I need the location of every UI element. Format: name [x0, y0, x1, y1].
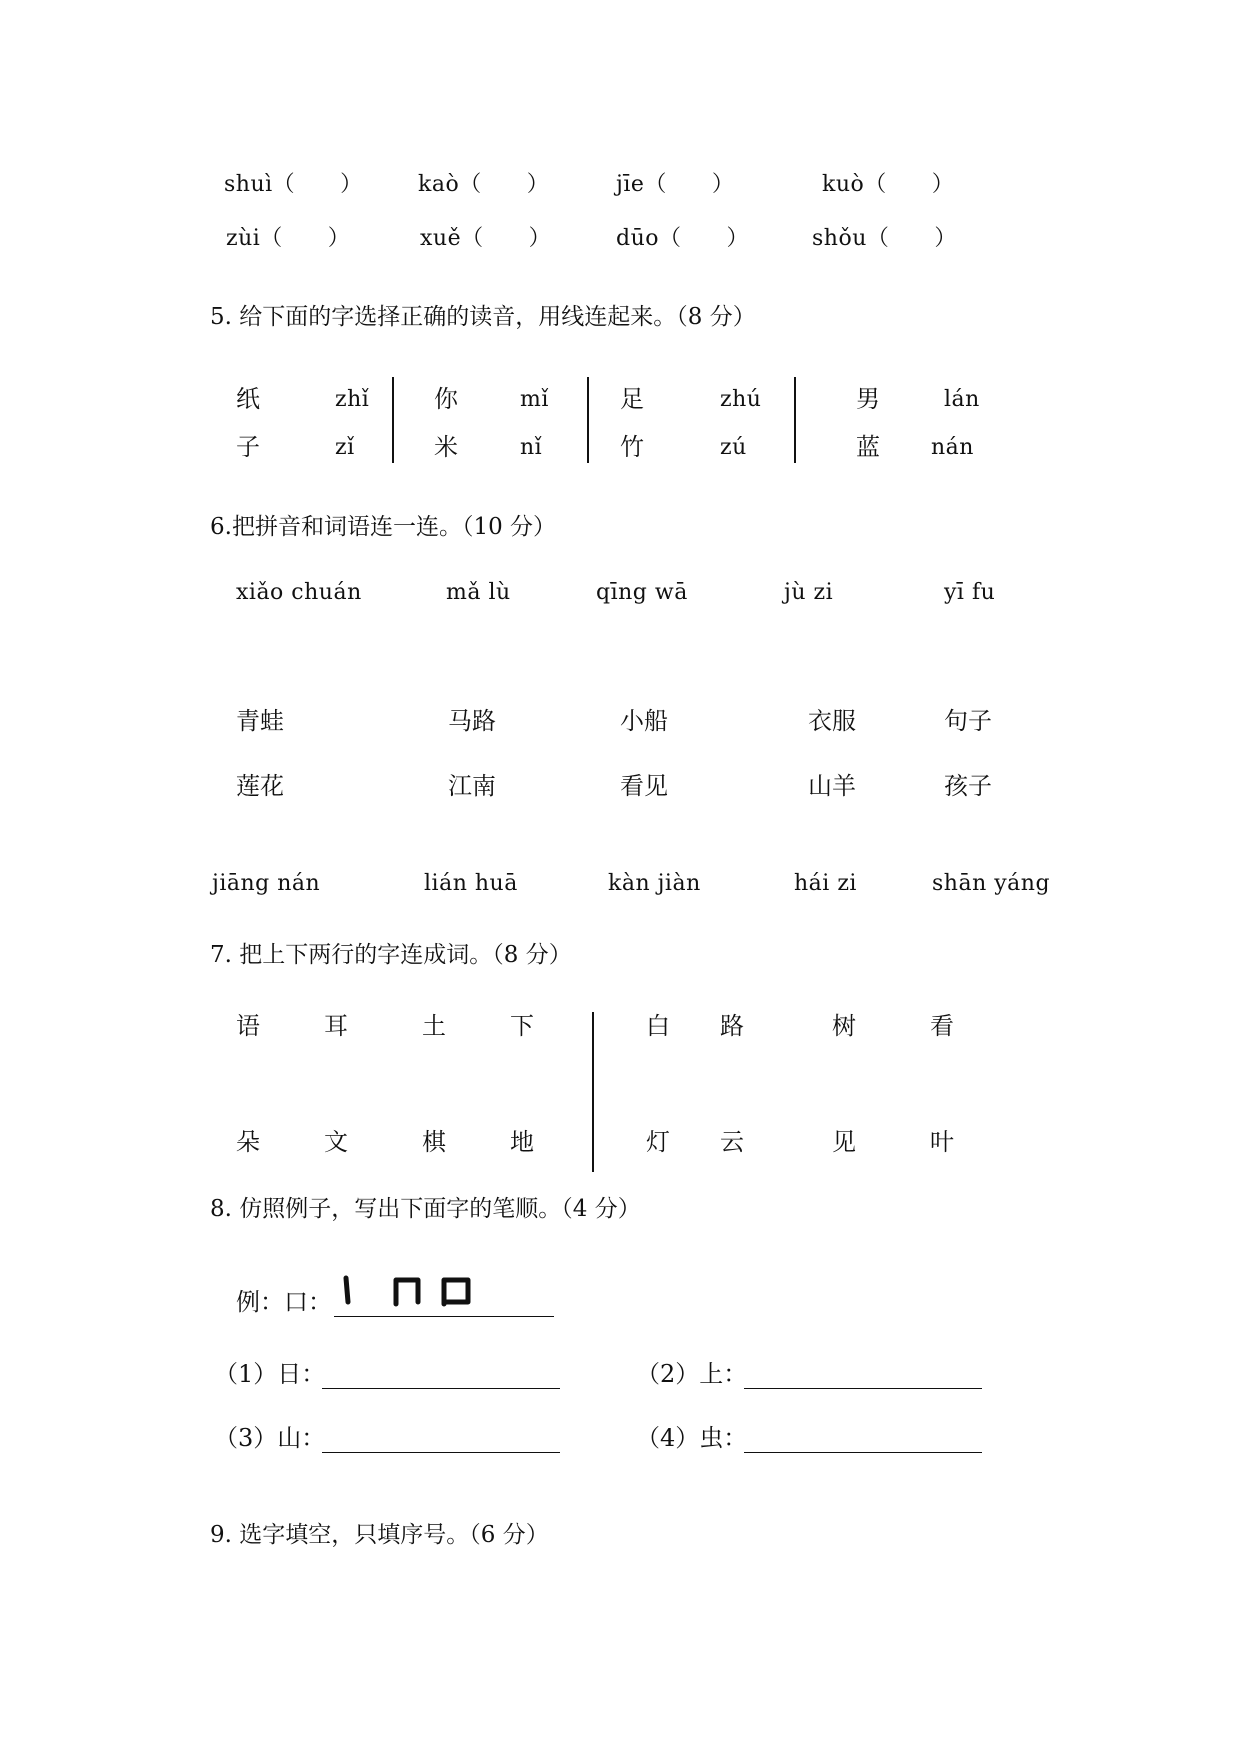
q8-item-label: （4）虫： — [636, 1424, 748, 1452]
q5-pinyin: mǐ — [520, 387, 549, 412]
q5-pinyin: zú — [720, 435, 747, 460]
q8-item-label: （1）日： — [214, 1360, 326, 1388]
q4-item: shuì（ ） — [224, 172, 363, 197]
q5-pinyin: zhǐ — [335, 387, 370, 412]
q4-item: kuò（ ） — [822, 172, 955, 197]
stroke-order-example-icon — [340, 1272, 480, 1308]
q6-title: 6.把拼音和词语连一连。（10 分） — [210, 514, 557, 540]
q5-pinyin: zǐ — [335, 435, 355, 460]
q6-word: 江南 — [448, 772, 496, 800]
q7-title: 7. 把上下两行的字连成词。（8 分） — [210, 942, 572, 968]
q7-char: 灯 — [646, 1128, 670, 1156]
q8-title: 8. 仿照例子，写出下面字的笔顺。（4 分） — [210, 1196, 641, 1222]
q9-title: 9. 选字填空，只填序号。（6 分） — [210, 1522, 549, 1548]
q5-char: 竹 — [620, 433, 644, 461]
q6-pinyin: mǎ lù — [446, 580, 511, 605]
q8-answer-line[interactable] — [322, 1452, 560, 1453]
q6-pinyin: lián huā — [424, 871, 518, 896]
q4-item: xuě（ ） — [420, 226, 552, 251]
q7-char: 文 — [324, 1128, 348, 1156]
q8-answer-line[interactable] — [744, 1388, 982, 1389]
q4-item: zùi（ ） — [226, 226, 351, 251]
q7-char: 朵 — [236, 1128, 260, 1156]
q6-pinyin: yī fu — [944, 580, 996, 605]
q6-pinyin: kàn jiàn — [608, 871, 701, 896]
q5-char: 纸 — [236, 385, 260, 413]
q8-example-label: 例：口： — [236, 1288, 332, 1316]
q5-divider — [794, 377, 796, 463]
q4-item: kaò（ ） — [418, 172, 550, 197]
q7-char: 语 — [236, 1012, 260, 1040]
q5-char: 足 — [620, 385, 644, 413]
q5-pinyin: zhú — [720, 387, 762, 412]
q6-pinyin: qīng wā — [596, 580, 688, 605]
q6-word: 马路 — [448, 707, 496, 735]
q6-word: 山羊 — [808, 772, 856, 800]
q6-word: 小船 — [620, 707, 668, 735]
q8-example-line — [334, 1316, 554, 1317]
q7-char: 地 — [510, 1128, 534, 1156]
q6-word: 衣服 — [808, 707, 856, 735]
q4-item: shǒu（ ） — [812, 226, 957, 251]
q8-item-label: （2）上： — [636, 1360, 748, 1388]
q5-char: 你 — [434, 385, 458, 413]
q5-pinyin: nán — [931, 435, 974, 460]
q5-divider — [392, 377, 394, 463]
q8-item-label: （3）山： — [214, 1424, 326, 1452]
q5-char: 男 — [856, 385, 880, 413]
q5-title: 5. 给下面的字选择正确的读音，用线连起来。（8 分） — [210, 304, 756, 330]
q7-char: 棋 — [422, 1128, 446, 1156]
q4-item: dūo（ ） — [616, 226, 749, 251]
q8-answer-line[interactable] — [744, 1452, 982, 1453]
q7-char: 土 — [422, 1012, 446, 1040]
q5-divider — [587, 377, 589, 463]
q5-pinyin: nǐ — [520, 435, 543, 460]
q7-char: 树 — [832, 1012, 856, 1040]
q7-divider — [592, 1012, 594, 1172]
q5-char: 蓝 — [856, 433, 880, 461]
q6-pinyin: xiǎo chuán — [236, 580, 362, 605]
q6-word: 句子 — [944, 707, 992, 735]
q7-char: 下 — [510, 1012, 534, 1040]
q6-pinyin: jiāng nán — [212, 871, 321, 896]
q6-pinyin: shān yáng — [932, 871, 1051, 896]
q6-word: 孩子 — [944, 772, 992, 800]
q7-char: 见 — [832, 1128, 856, 1156]
q6-word: 看见 — [620, 772, 668, 800]
q8-answer-line[interactable] — [322, 1388, 560, 1389]
q7-char: 白 — [646, 1012, 670, 1040]
q7-char: 耳 — [324, 1012, 348, 1040]
q5-char: 子 — [236, 433, 260, 461]
q7-char: 看 — [930, 1012, 954, 1040]
q5-char: 米 — [434, 433, 458, 461]
q7-char: 路 — [720, 1012, 744, 1040]
q5-pinyin: lán — [944, 387, 980, 412]
q7-char: 叶 — [930, 1128, 954, 1156]
q6-word: 青蛙 — [236, 707, 284, 735]
q6-pinyin: jù zi — [784, 580, 834, 605]
q4-item: jīe（ ） — [616, 172, 735, 197]
q6-pinyin: hái zi — [794, 871, 857, 896]
q7-char: 云 — [720, 1128, 744, 1156]
q6-word: 莲花 — [236, 772, 284, 800]
